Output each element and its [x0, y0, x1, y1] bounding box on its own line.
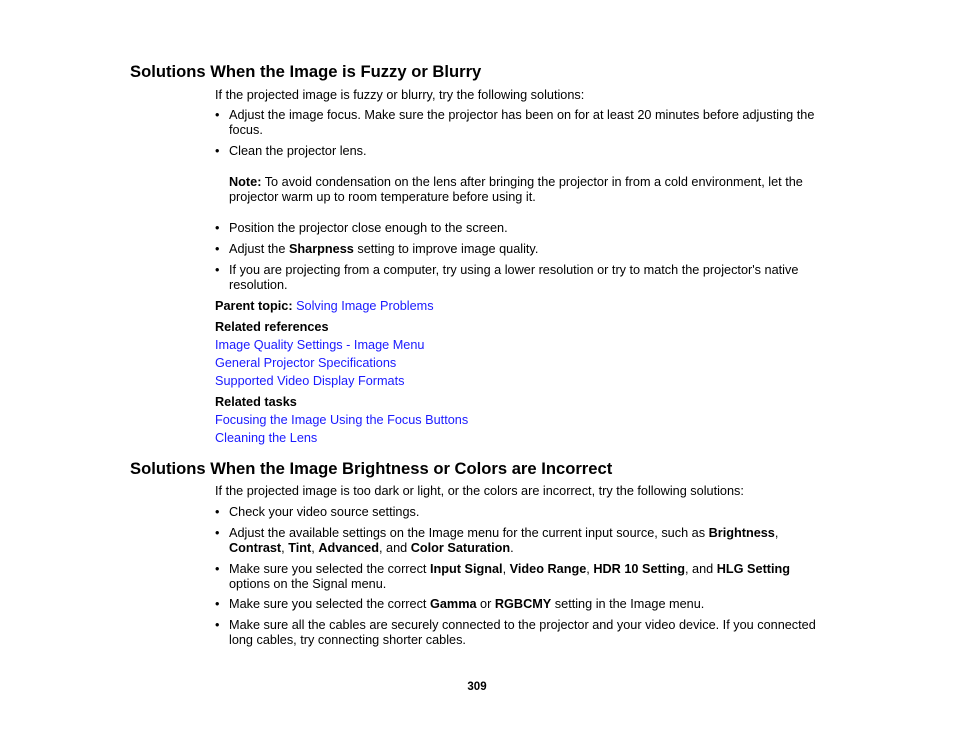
parent-topic-link[interactable]: Solving Image Problems: [296, 299, 434, 313]
note-label: Note:: [229, 175, 262, 189]
bullet: •: [215, 144, 220, 158]
list-item-text: Make sure you selected the correct Gamma or RGBCMY setting in the Image menu.: [229, 597, 705, 611]
bullet: •: [215, 597, 220, 611]
section-heading-brightness: Solutions When the Image Brightness or Colors are Incorrect: [130, 459, 613, 478]
list-item-text: Position the projector close enough to the screen.: [229, 221, 508, 235]
intro-text: If the projected image is too dark or light, or the colors are incorrect, try the following solutions:: [215, 484, 744, 498]
list-item: [215, 526, 830, 556]
list-item-text: Adjust the image focus. Make sure the projector has been on for at least 20 minutes before adjusting the focus.: [229, 108, 815, 137]
list-item: [215, 263, 830, 293]
list-item: [215, 562, 830, 592]
bullet: •: [215, 242, 220, 256]
note-text: To avoid condensation on the lens after bringing the projector in from a cold environment, let the projector warm up to room temperature before using it.: [229, 175, 803, 204]
bullet: •: [215, 263, 220, 277]
list-item-text: Make sure all the cables are securely connected to the projector and your video device. If you connected long cables, try connecting shorter cables.: [229, 618, 816, 647]
reference-link[interactable]: General Projector Specifications: [215, 356, 397, 370]
list-item-text: Adjust the Sharpness setting to improve image quality.: [229, 242, 539, 256]
reference-link[interactable]: Image Quality Settings - Image Menu: [215, 338, 425, 352]
list-item-text: Check your video source settings.: [229, 505, 420, 519]
list-item: [215, 144, 830, 159]
reference-link[interactable]: Supported Video Display Formats: [215, 374, 405, 388]
list-item-text: Adjust the available settings on the Image menu for the current input source, such as Brightness, Contrast, Tint, Advanced, and Color Saturation.: [229, 526, 779, 555]
parent-topic-label: Parent topic:: [215, 299, 293, 313]
related-references-heading: Related references: [215, 320, 329, 334]
list-item-text: Make sure you selected the correct Input Signal, Video Range, HDR 10 Setting, and HLG Setting options on the Signal menu.: [229, 562, 791, 591]
bullet: •: [215, 526, 220, 540]
list-item-text: If you are projecting from a computer, try using a lower resolution or try to match the projector's native resolution.: [229, 263, 799, 292]
list-item: [215, 505, 830, 520]
bullet: •: [215, 505, 220, 519]
section-heading-fuzzy: Solutions When the Image is Fuzzy or Blurry: [130, 62, 482, 81]
bullet: •: [215, 618, 220, 632]
task-link[interactable]: Cleaning the Lens: [215, 431, 318, 445]
task-link[interactable]: Focusing the Image Using the Focus Buttons: [215, 413, 469, 427]
bullet: •: [215, 108, 220, 122]
list-item: [215, 221, 830, 236]
list-item-text: Clean the projector lens.: [229, 144, 367, 158]
parent-topic: [215, 299, 830, 314]
related-tasks-heading: Related tasks: [215, 395, 297, 409]
intro-text: If the projected image is fuzzy or blurry, try the following solutions:: [215, 88, 585, 102]
list-item: [215, 597, 830, 612]
list-item: [215, 242, 830, 257]
page-number: 309: [467, 681, 487, 693]
list-item: [215, 108, 830, 138]
note: [215, 175, 830, 205]
list-item: [215, 618, 830, 648]
bullet: •: [215, 562, 220, 576]
bullet: •: [215, 221, 220, 235]
